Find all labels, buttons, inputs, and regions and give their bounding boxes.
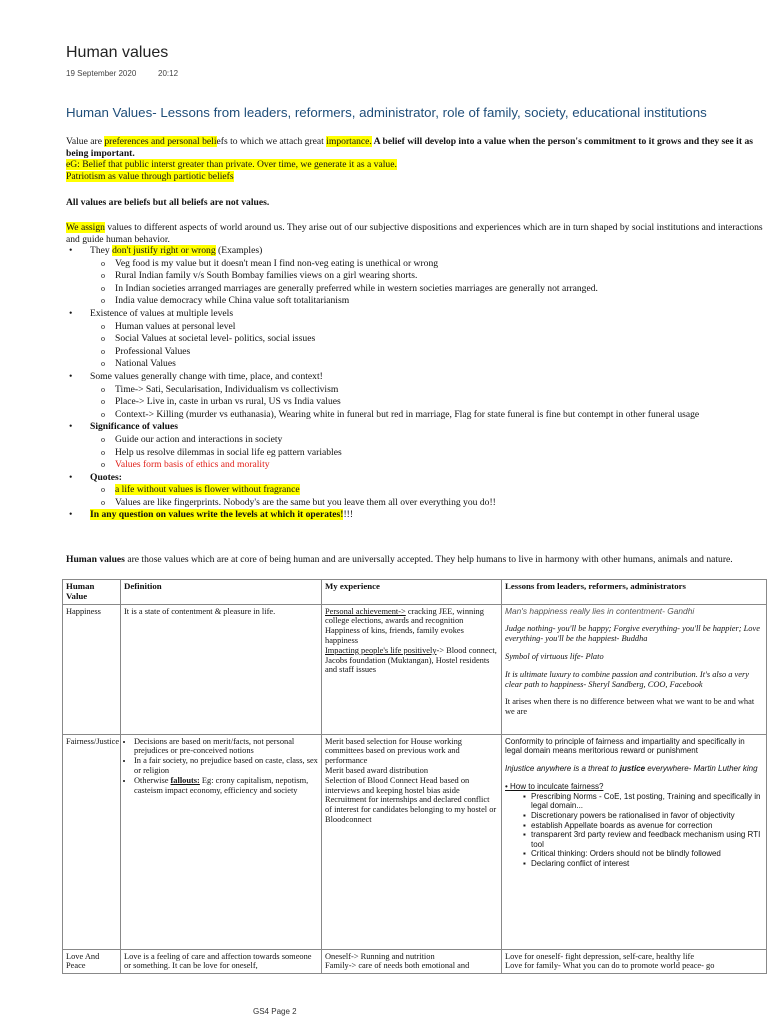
quote-text: It is ultimate luxury to combine passion and contribution. It's also a very clear path to happiness- Sheryl Sandberg, COO, Facebook [505,669,749,689]
circle-bullet-icon: o [101,460,105,470]
bold-text: A belief will develop into a value when the person's commitment to it grows and they see it as being important. [66,136,753,159]
bold-text: Quotes: [90,471,122,483]
text: Selection of Blood Connect Head based on interviews and keeping hostel bias aside [325,775,470,795]
text: Oneself-> Running and nutrition [325,951,435,961]
text: Value are [66,136,105,147]
page-title: Human values [66,44,169,61]
experience-cell [322,604,502,734]
bold-text: Human values [66,554,125,565]
list-item [66,421,766,471]
circle-bullet-icon: o [101,359,105,369]
paragraph-beliefs: All values are beliefs but all beliefs are not values. [66,197,270,208]
text: Eg: crony capitalism, nepotism, casteism impact economy, efficiency and society [134,775,309,795]
list-item [90,459,766,472]
list-item [90,358,766,371]
text: Values are like fingerprints. Nobody's are the same but you leave them all over everything you do!! [115,496,496,508]
paragraph-assign [66,222,766,245]
list-item [90,384,766,397]
text: Conformity to principle of fairness and impartiality and specifically in legal domain means meritorious reward or punishment [505,736,745,756]
table-row [63,949,767,974]
list-item: ▪ establish Appellate boards as avenue for correction [523,821,763,831]
definition-cell: It is a state of contentment & pleasure in life. [121,604,322,734]
list-item [90,295,766,308]
section-heading: Human Values- Lessons from leaders, reformers, administrator, role of family, society, educational institutions [66,105,707,120]
circle-bullet-icon: o [101,409,105,419]
text: Merit based award distribution [325,765,429,775]
page-footer: GS4 Page 2 [253,1007,297,1016]
text: In Indian societies arranged marriages are generally preferred while in western societies marriages are generally not arranged. [115,282,598,294]
page-time: 20:12 [158,69,179,78]
list-item [134,776,318,796]
list-item [90,497,766,510]
highlight-example: eG: Belief that public interst greater than private. Over time, we generate it as a value. [66,159,397,171]
list-item [90,447,766,460]
sub-list [90,384,766,422]
column-header: Lessons from leaders, reformers, administrators [502,580,767,605]
text: Existence of values at multiple levels [90,307,234,319]
list-item [90,258,766,271]
value-name-cell: Happiness [63,604,121,734]
text: everywhere- Martin Luther king [645,764,758,774]
quote-text [505,764,763,774]
quote-text: Man's happiness really lies in contentment- Gandhi [505,605,695,616]
list-item: • Decisions are based on merit/facts, not personal prejudices or pre-conceived notions [134,737,318,757]
text: Family-> care of needs both emotional and [325,961,470,971]
list-item [90,333,766,346]
text: are those values which are at core of being human and are universally accepted. They help humans to live in harmony with other humans, animals and nature. [124,554,733,565]
list-item [66,509,766,522]
definition-cell: Love is a feeling of care and affection towards someone or something. It can be love for oneself, [121,949,322,974]
list-item [90,396,766,409]
list-item [90,321,766,334]
text: Love for family- What you can do to promote world peace- go [505,961,715,971]
list-item: ▪ Critical thinking: Orders should not be blindly followed [523,849,763,859]
highlight: a life without values is flower without fragrance [115,484,300,496]
text: India value democracy while China value soft totalitarianism [115,295,350,307]
column-header: Definition [121,580,322,605]
bold-text: justice [619,764,646,774]
bullet-icon: • [69,245,73,256]
text: Veg food is my value but it doesn't mean I find non-veg eating is unethical or wrong [115,257,439,269]
list-item [66,472,766,510]
page-date: 19 September 2020 [66,69,137,78]
circle-bullet-icon: o [101,485,105,495]
lessons-cell [502,734,767,949]
definition-cell [121,734,322,949]
definition-list [124,737,318,796]
underlined-text: Personal achievement-> [325,606,406,616]
text: !!! [343,509,354,521]
value-name-cell: Love And Peace [63,949,121,974]
paragraph-value-definition [66,136,766,182]
circle-bullet-icon: o [101,321,105,331]
lessons-cell [502,604,767,734]
list-item: ▪ transparent 3rd party review and feedback mechanism using RTI tool [523,830,763,849]
text: Help us resolve dilemmas in social life eg pattern variables [115,446,342,458]
text: It arises when there is no difference between what we want to be and what we are [505,697,755,717]
sub-list [90,321,766,371]
list-item [90,270,766,283]
list-item [90,283,766,296]
bullet-icon: • [69,370,73,382]
list-item [90,434,766,447]
list-item [66,308,766,371]
list-item [90,484,766,497]
text: efs to which we attach great [216,136,327,147]
human-values-table [62,579,767,974]
underlined-text: Impacting people's life positively [325,645,437,655]
circle-bullet-icon: o [101,397,105,407]
circle-bullet-icon: o [101,283,105,293]
red-text: Values form basis of ethics and morality [115,459,270,471]
text: Recruitment for internships and declared conflict of interest for candidates belonging to my hostel or Bloodconnect [325,795,497,824]
fairness-steps-list [505,792,763,869]
quote-text: Symbol of virtuous life- Plato [505,651,604,661]
table-row [63,734,767,949]
circle-bullet-icon: o [101,447,105,457]
text: Guide our action and interactions in society [115,433,283,445]
underlined-text: • How to inculcate fairness? [505,781,604,791]
text: Merit based selection for House working committees based on previous work and performance [325,736,462,766]
text: Time-> Sati, Secularisation, Individualism vs collectivism [115,383,339,395]
highlight: don't justify right or wrong [112,245,216,256]
text: Place-> Live in, caste in urban vs rural, US vs India values [115,396,341,408]
bold-text: Significance of values [90,421,178,433]
text: National Values [115,358,176,370]
bullet-icon: • [69,471,73,483]
text: How to inculcate fairness? [510,781,604,791]
list-item [90,346,766,359]
list-item [66,245,766,308]
list-item [66,371,766,421]
list-item [90,409,766,422]
text: values to different aspects of world around us. They arise out of our subjective dispositions and experiences which are in turn shaped by social institutions and interactions and guide human behavior. [66,222,763,245]
sub-list [90,434,766,472]
text: -> Blood connect, Jacobs foundation (Muktangan), Hostel residents and staff issues [325,645,497,675]
experience-cell [322,949,502,974]
text: Professional Values [115,345,191,357]
text: Some values generally change with time, place, and context! [90,370,323,382]
circle-bullet-icon: o [101,346,105,356]
highlight-example: Patriotism as value through partiotic beliefs [66,170,234,182]
text: They [90,245,113,256]
sub-list [90,484,766,509]
text: cracking JEE, winning college elections, awards and recognition [325,606,484,626]
bullet-icon: • [69,307,73,319]
table-header-row [63,580,767,605]
highlight: We assign [66,222,105,233]
text: Otherwise [134,775,171,785]
text: Context-> Killing (murder vs euthanasia), Wearing white in funeral but red in marriage, Flag for state funeral is fine but contempt in other funeral usage [115,408,700,420]
column-header: My experience [322,580,502,605]
circle-bullet-icon: o [101,334,105,344]
bullet-icon: • [69,421,73,433]
highlight: In any question on values write the levels at which it operates! [90,509,344,521]
circle-bullet-icon: o [101,434,105,444]
circle-bullet-icon: o [101,384,105,394]
experience-cell [322,734,502,949]
list-item: ▪ Prescribing Norms - CoE, 1st posting, Training and specifically in legal domain... [523,792,763,811]
text: (Examples) [215,245,263,256]
value-name-cell: Fairness/Justice [63,734,121,949]
sub-list [90,258,766,308]
circle-bullet-icon: o [101,271,105,281]
quote-text: Judge nothing- you'll be happy; Forgive everything- you'll be happier; Love everything- you'll be the happiest- Buddha [505,624,760,644]
list-item: • In a fair society, no prejudice based on caste, class, sex or religion [134,756,318,776]
list-item: ▪ Declaring conflict of interest [523,859,763,869]
text: Rural Indian family v/s South Bombay families views on a girl wearing shorts. [115,270,418,282]
circle-bullet-icon: o [101,497,105,507]
text: Human values at personal level [115,320,236,332]
circle-bullet-icon: o [101,258,105,268]
paragraph-human-values [66,554,766,566]
list-item: ▪ Discretionary powers be rationalised in favor of objectivity [523,811,763,821]
bullet-icon: • [69,509,73,521]
text: Social Values at societal level- politics, social issues [115,333,316,345]
text: Injustice anywhere is a threat to [505,764,620,774]
text: Happiness of kins, friends, family evokes happiness [325,626,464,645]
lessons-cell [502,949,767,974]
column-header: Human Value [63,580,121,605]
highlight: importance. [326,136,372,147]
circle-bullet-icon: o [101,296,105,306]
bullet-list [66,245,766,522]
highlight: preferences and personal beli [104,136,217,147]
bold-underlined-text: fallouts: [170,775,200,785]
table-row [63,604,767,734]
text: Love for oneself- fight depression, self-care, healthy life [505,951,695,961]
